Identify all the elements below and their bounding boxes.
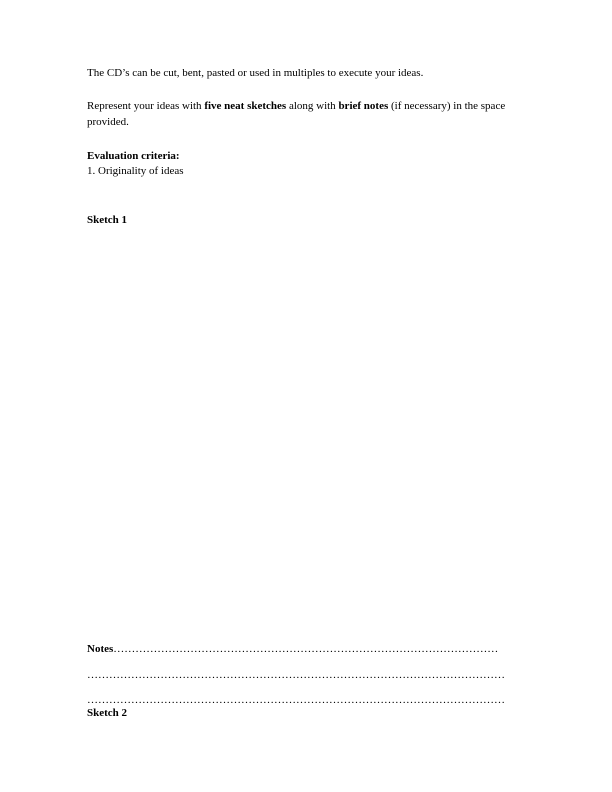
notes-label: Notes: [87, 643, 114, 655]
instructions-text-line2: provided.: [87, 116, 129, 128]
sketch-1-area: [87, 232, 507, 632]
notes-line-1: [87, 642, 507, 656]
evaluation-heading: Evaluation criteria:: [87, 150, 180, 162]
notes-dots-1: ……………………………………………………………………………………………: [113, 643, 499, 655]
evaluation-item-1: 1. Originality of ideas: [87, 165, 184, 177]
instructions-text: [87, 99, 505, 113]
sketch-1-label: Sketch 1: [87, 214, 128, 226]
instructions-bold-notes: brief notes: [338, 100, 389, 112]
notes-line-3: ……………………………………………………………………………………………………: [87, 694, 505, 706]
sketch-2-label: Sketch 2: [87, 707, 128, 719]
notes-line-2: ……………………………………………………………………………………………………: [87, 669, 505, 681]
instructions-part1: Represent your ideas with: [87, 100, 205, 112]
instructions-part3: (if necessary) in the space: [388, 100, 506, 112]
instructions-bold-sketches: five neat sketches: [204, 100, 287, 112]
intro-text: The CD’s can be cut, bent, pasted or used in multiples to execute your ideas.: [87, 67, 424, 79]
instructions-part2: along with: [286, 100, 339, 112]
